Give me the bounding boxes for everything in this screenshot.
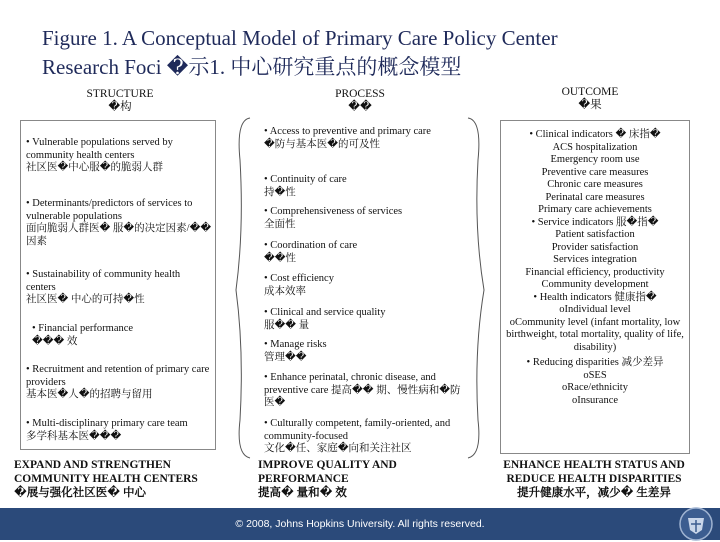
outcome-line: • Clinical indicators � 床指� (529, 129, 661, 140)
structure-heading (40, 88, 200, 114)
outcome-line: Primary care achievements (538, 204, 652, 215)
outcome-line: Community development (541, 279, 649, 290)
outcome-line: Chronic care measures (547, 179, 643, 190)
structure-heading-en: STRUCTURE (86, 88, 154, 100)
outcome-line: ACS hospitalization (552, 141, 638, 153)
outcome-line: Provider satisfaction (551, 241, 639, 253)
copyright-text: © 2008, Johns Hopkins University. All rights reserved. (235, 518, 485, 530)
structure-item: • Vulnerable populations served by community health centers 社区医�中心服�的脆弱人群 (26, 137, 173, 173)
process-item: • Continuity of care 持�性 (264, 174, 347, 198)
outcome-footer: ENHANCE HEALTH STATUS AND REDUCE HEALTH DISPARITIES 提升健康水平，减少� 生差异 (503, 459, 685, 499)
outcome-line: Services integration (553, 254, 637, 265)
structure-heading-cn: �构 (108, 101, 132, 113)
outcome-line: oSES (583, 369, 607, 381)
outcome-line: oRace/ethnicity (562, 382, 628, 393)
structure-item: • Recruitment and retention of primary care providers 基本医�人�的招聘与留用 (26, 364, 210, 400)
process-item: • Coordination of care ��性 (264, 240, 358, 264)
outcome-line: Financial efficiency, productivity (525, 266, 665, 278)
process-item: • Comprehensiveness of services 全面性 (264, 206, 403, 230)
outcome-heading-en: OUTCOME (561, 86, 619, 98)
title-line-2: Research Foci �示1. 中心研究重点的概念模型 (42, 55, 462, 79)
process-item: • Cost efficiency 成本效率 (264, 273, 334, 297)
title-line-1: Figure 1. A Conceptual Model of Primary Care Policy Center (42, 26, 558, 50)
process-footer: IMPROVE QUALITY AND PERFORMANCE 提高� 量和� 效 (258, 459, 397, 499)
outcome-line: Patient satisfaction (555, 229, 635, 240)
outcome-line: oCommunity level (infant mortality, low birthweight, total mortality, quality of life, disability) (506, 316, 684, 353)
process-item: • Manage risks 管理�� (264, 339, 327, 363)
outcome-line: oIndividual level (559, 304, 631, 315)
university-seal-icon (678, 506, 714, 542)
copyright-band (0, 508, 720, 540)
outcome-line: Emergency room use (550, 154, 640, 165)
process-heading-cn: �� (348, 101, 372, 113)
process-item: • Clinical and service quality 服�� 量 (264, 307, 386, 331)
process-item: • Enhance perinatal, chronic disease, and preventive care 提高�� 期、慢性病和�防医� (264, 372, 461, 408)
outcome-line: Perinatal care measures (545, 191, 645, 203)
structure-item: • Financial performance ��� 效 (32, 323, 134, 347)
process-item: • Culturally competent, family-oriented, and community-focused 文化�任、家庭�向和关注社区 (264, 418, 451, 454)
structure-item: • Sustainability of community health centers 社区医� 中心的可持�性 (26, 269, 181, 305)
outcome-line: Preventive care measures (541, 166, 649, 178)
outcome-line: oInsurance (571, 394, 619, 406)
outcome-heading (530, 86, 650, 112)
outcome-line: • Health indicators 健康指� (533, 291, 657, 303)
structure-item: • Determinants/predictors of services to vulnerable populations 面向脆弱人群医� 服�的决定因素/�� 因素 (26, 198, 212, 247)
structure-footer: EXPAND AND STRENGTHEN COMMUNITY HEALTH CENTERS �展与强化社区医� 中心 (14, 459, 198, 499)
process-heading (300, 88, 420, 114)
structure-item: • Multi-disciplinary primary care team 多学科基本医��� (26, 418, 188, 442)
process-heading-en: PROCESS (335, 88, 385, 100)
outcome-line: • Reducing disparities 减少差异 (526, 357, 664, 368)
process-item: • Access to preventive and primary care �防与基本医�的可及性 (264, 126, 431, 150)
outcome-line: • Service indicators 服�指� (531, 216, 659, 228)
outcome-list (503, 129, 687, 407)
outcome-heading-cn: �果 (578, 99, 602, 111)
